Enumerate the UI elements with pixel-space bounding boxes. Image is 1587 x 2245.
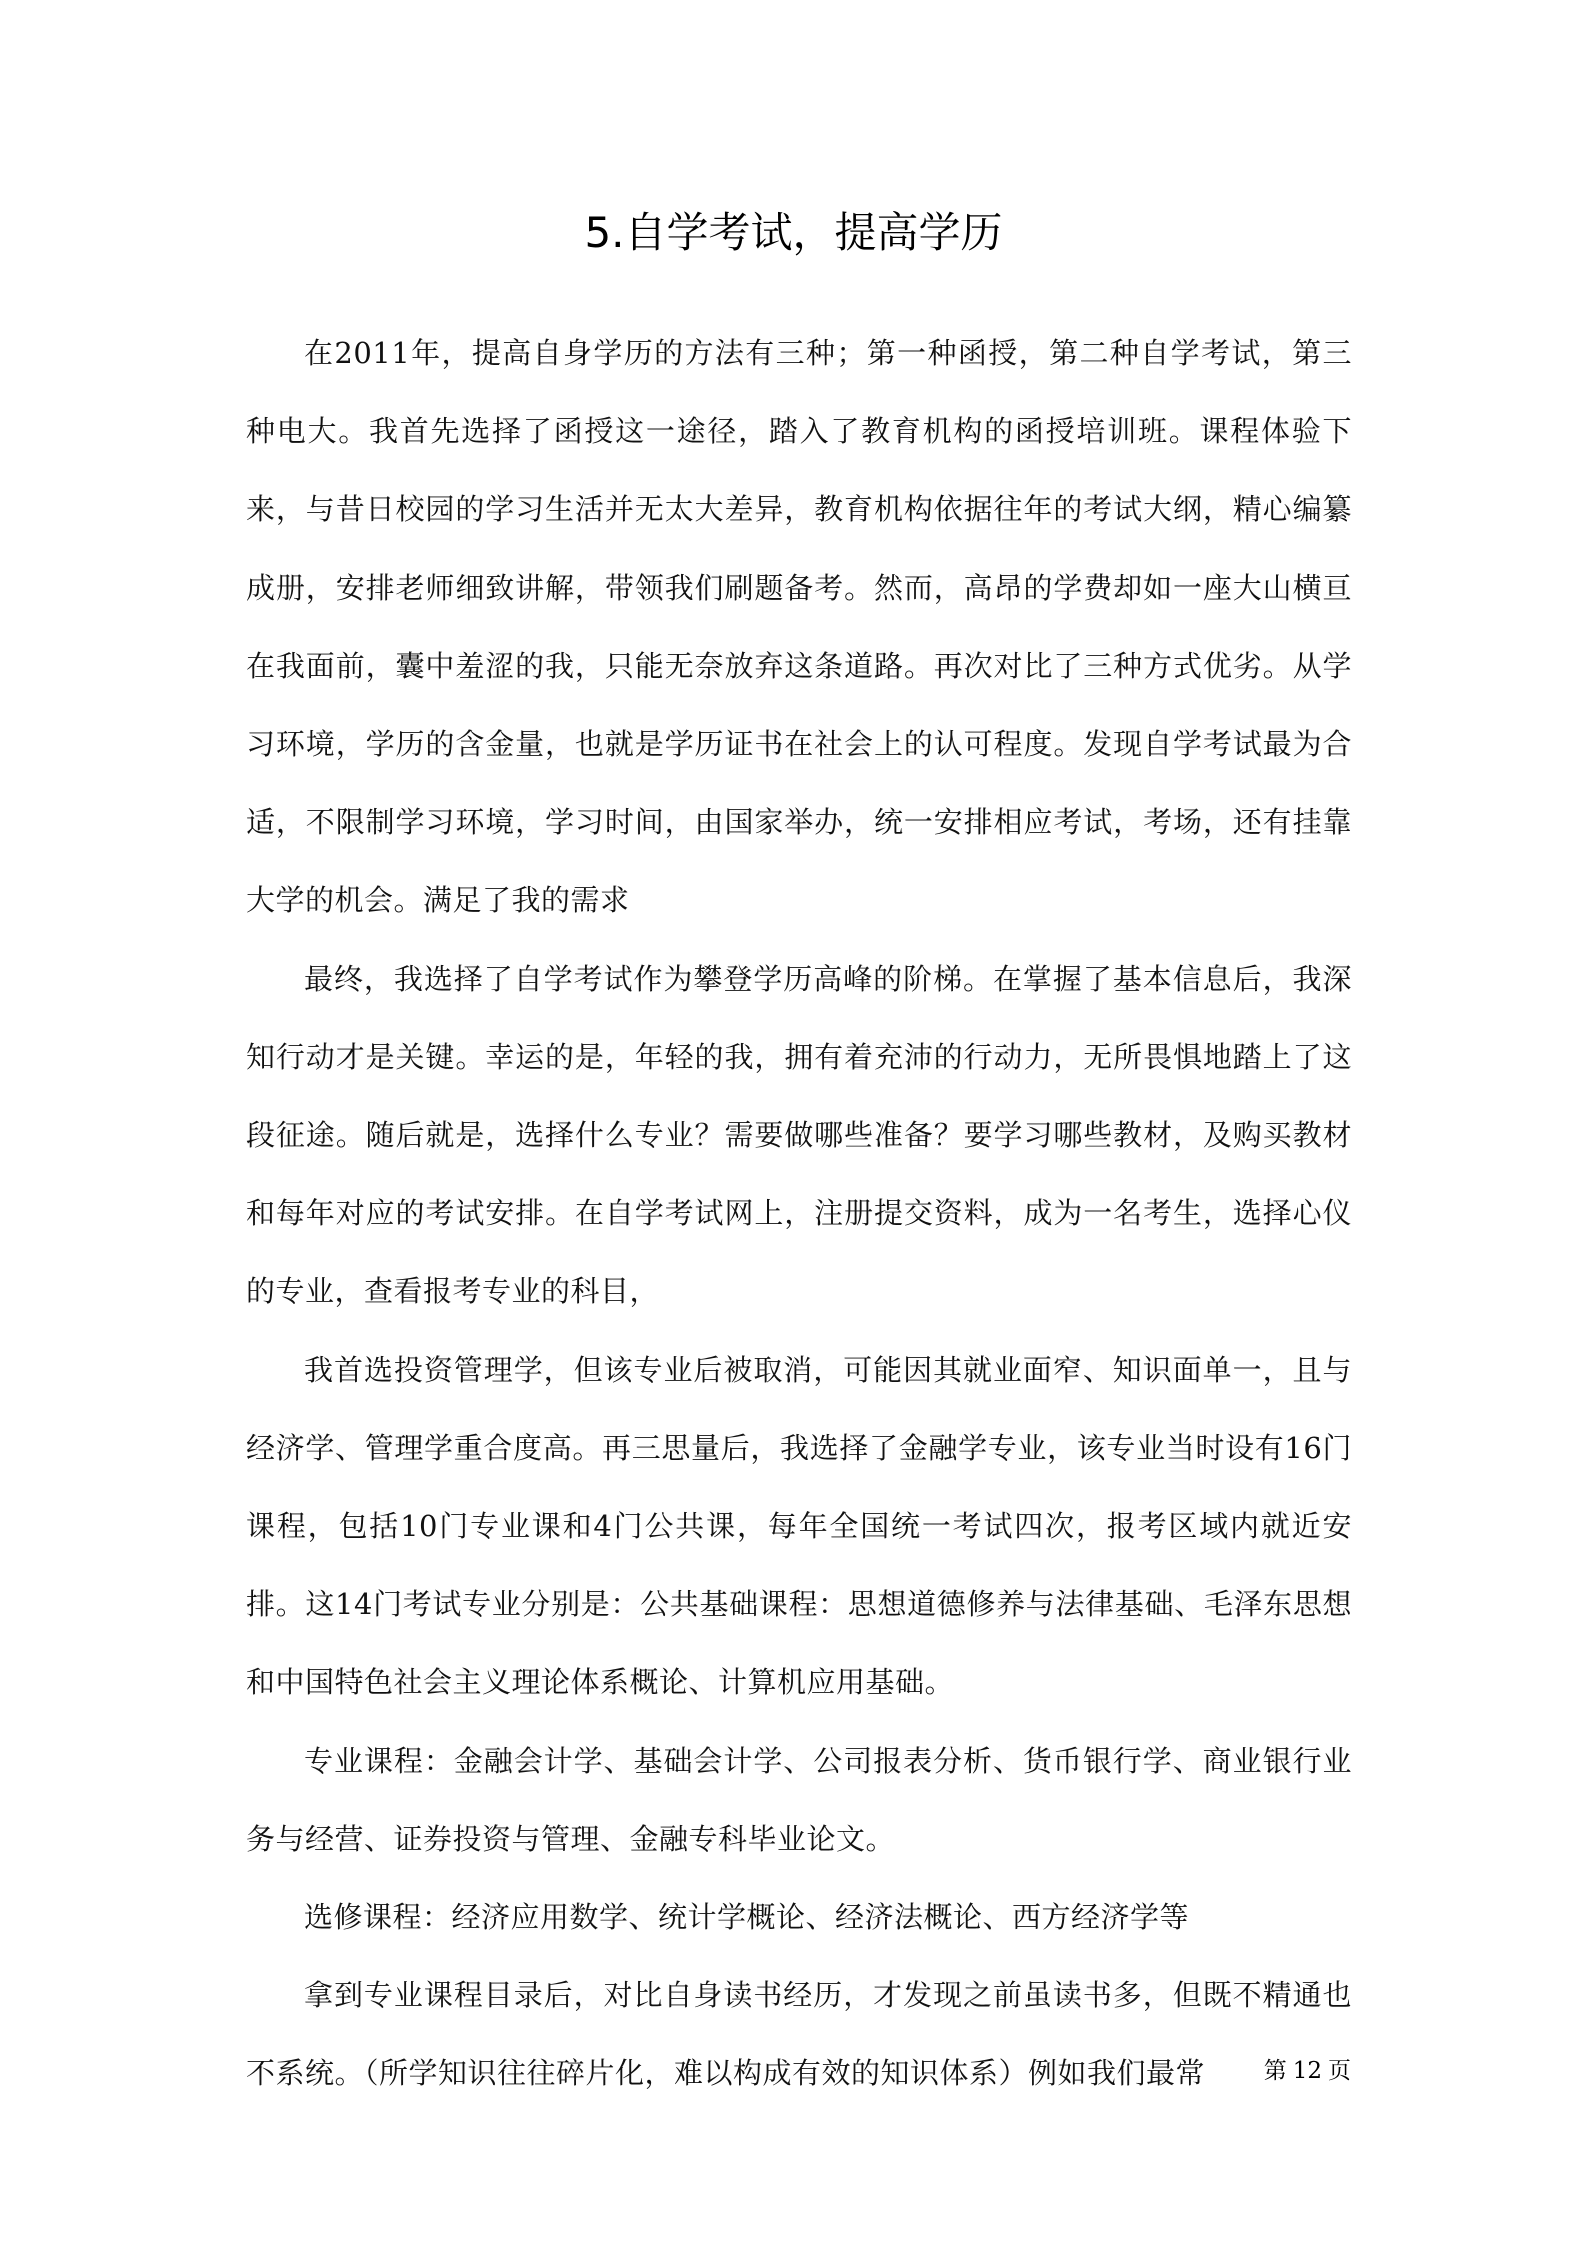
paragraph: 我首选投资管理学，但该专业后被取消，可能因其就业面窄、知识面单一，且与经济学、管理学重合度高。再三思量后，我选择了金融学专业，该专业当时设有16门课程，包括10门专业课和4门公共课，每年全国统一考试四次，报考区域内就近安排。这14门考试专业分别是：公共基础课程：思想道德修养与法律基础、毛泽东思想和中国特色社会主义理论体系概论、计算机应用基础。 (246, 1352, 1352, 1700)
body-text (246, 314, 1352, 2113)
paragraph: 选修课程：经济应用数学、统计学概论、经济法概论、西方经济学等 (304, 1900, 1190, 1935)
page-title: 5.自学考试，提高学历 (584, 208, 1003, 257)
paragraph: 在2011年，提高自身学历的方法有三种；第一种函授，第二种自学考试，第三种电大。我首先选择了函授这一途径，踏入了教育机构的函授培训班。课程体验下来，与昔日校园的学习生活并无太大差异，教育机构依据往年的考试大纲，精心编纂成册，安排老师细致讲解，带领我们刷题备考。然而，高昂的学费却如一座大山横亘在我面前，囊中羞涩的我，只能无奈放弃这条道路。再次对比了三种方式优劣。从学习环境，学历的含金量，也就是学历证书在社会上的认可程度。发现自学考试最为合适，不限制学习环境，学习时间，由国家举办，统一安排相应考试，考场，还有挂靠大学的机会。满足了我的需求 (246, 336, 1352, 918)
page-footer (1264, 2056, 1351, 2086)
page-number: 12 (1292, 2058, 1322, 2084)
paragraph: 专业课程：金融会计学、基础会计学、公司报表分析、货币银行学、商业银行业务与经营、证券投资与管理、金融专科毕业论文。 (246, 1743, 1352, 1856)
page-number-suffix: 页 (1328, 2058, 1351, 2084)
paragraph: 拿到专业课程目录后，对比自身读书经历，才发现之前虽读书多，但既不精通也不系统。（所学知识往往碎片化，难以构成有效的知识体系）例如我们最常 (246, 1978, 1352, 2091)
paragraph: 最终，我选择了自学考试作为攀登学历高峰的阶梯。在掌握了基本信息后，我深知行动才是关键。幸运的是，年轻的我，拥有着充沛的行动力，无所畏惧地踏上了这段征途。随后就是，选择什么专业？需要做哪些准备？要学习哪些教材，及购买教材和每年对应的考试安排。在自学考试网上，注册提交资料，成为一名考生，选择心仪的专业，查看报考专业的科目， (246, 961, 1352, 1309)
page-number-prefix: 第 (1263, 2058, 1287, 2084)
